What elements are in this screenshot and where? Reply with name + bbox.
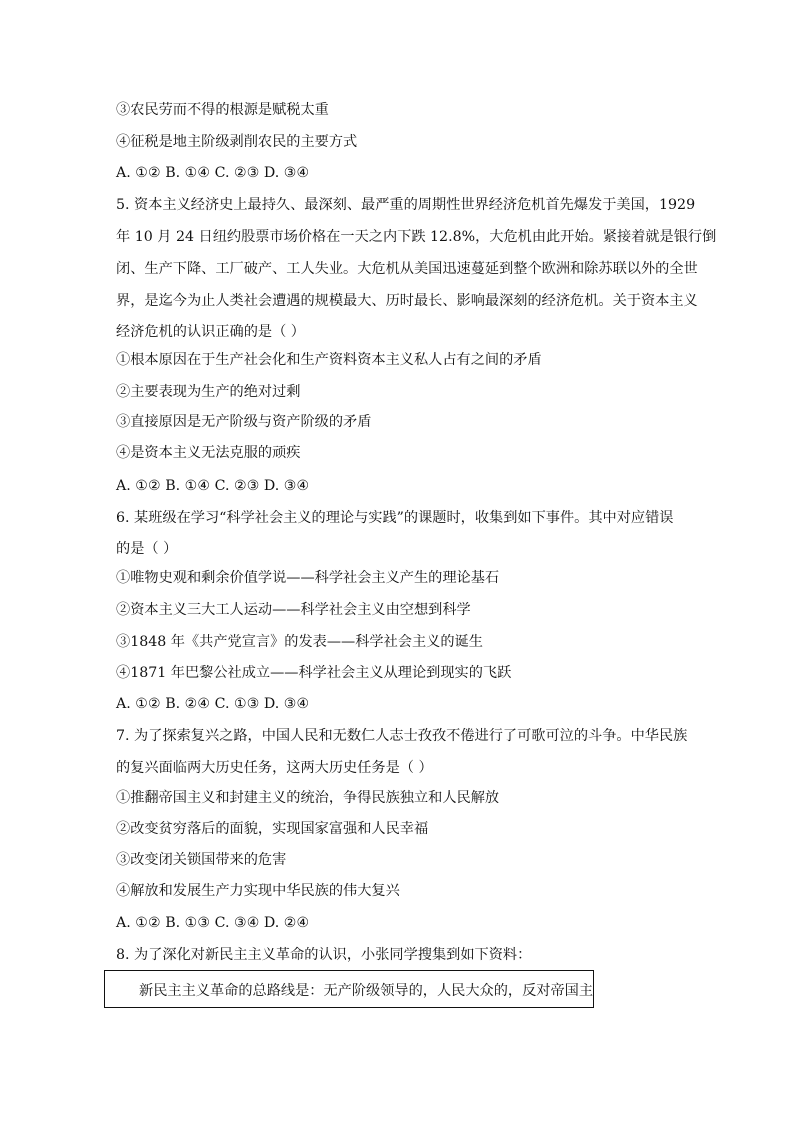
q7-stem-line-2: 的复兴面临两大历史任务，这两大历史任务是（ ） — [116, 760, 433, 776]
q7-stem-line-1: 7. 为了探索复兴之路，中国人民和无数仁人志士孜孜不倦进行了可歌可泣的斗争。中华民族 — [116, 728, 688, 744]
q7-item-2: ②改变贫穷落后的面貌，实现国家富强和人民幸福 — [116, 821, 429, 837]
q8-material-text: 新民主主义革命的总路线是：无产阶级领导的，人民大众的，反对帝国主 — [139, 983, 594, 999]
q6-stem-line-1: 6. 某班级在学习“科学社会主义的理论与实践”的课题时，收集到如下事件。其中对应错误 — [116, 510, 674, 526]
q5-stem-line-4: 界，是迄今为止人类社会遭遇的规模最大、历时最长、影响最深刻的经济危机。关于资本主义 — [116, 293, 698, 309]
q6-item-1: ①唯物史观和剩余价值学说——科学社会主义产生的理论基石 — [116, 570, 500, 586]
q5-stem-line-1: 5. 资本主义经济史上最持久、最深刻、最严重的周期性世界经济危机首先爆发于美国，1929 — [116, 197, 696, 213]
q5-item-2: ②主要表现为生产的绝对过剩 — [116, 384, 301, 400]
q5-options: A. ①② B. ①④ C. ②③ D. ③④ — [116, 478, 310, 494]
q6-item-3: ③1848 年《共产党宣言》的发表——科学社会主义的诞生 — [116, 634, 483, 650]
q6-item-4: ④1871 年巴黎公社成立——科学社会主义从理论到现实的飞跃 — [116, 665, 512, 681]
q6-item-2: ②资本主义三大工人运动——科学社会主义由空想到科学 — [116, 602, 471, 618]
q6-options: A. ①② B. ②④ C. ①③ D. ③④ — [116, 696, 310, 712]
q5-stem-line-5: 经济危机的认识正确的是（ ） — [116, 324, 305, 340]
q8-stem: 8. 为了深化对新民主主义革命的认识，小张同学搜集到如下资料： — [116, 947, 532, 963]
q5-item-4: ④是资本主义无法克服的顽疾 — [116, 445, 301, 461]
q7-options: A. ①② B. ①③ C. ③④ D. ②④ — [116, 915, 310, 931]
q5-item-3: ③直接原因是无产阶级与资产阶级的矛盾 — [116, 414, 372, 430]
q5-stem-line-2: 年 10 月 24 日纽约股票市场价格在一天之内下跌 12.8%，大危机由此开始。紧接着就是银行倒 — [116, 229, 717, 245]
q7-item-1: ①推翻帝国主义和封建主义的统治，争得民族独立和人民解放 — [116, 790, 500, 806]
q4-item-3: ③农民劳而不得的根源是赋税太重 — [116, 102, 329, 118]
q7-item-4: ④解放和发展生产力实现中华民族的伟大复兴 — [116, 883, 400, 899]
q7-item-3: ③改变闭关锁国带来的危害 — [116, 852, 287, 868]
q4-options: A. ①② B. ①④ C. ②③ D. ③④ — [116, 165, 310, 181]
q6-stem-line-2: 的是（ ） — [116, 541, 178, 557]
q8-material-box — [104, 970, 594, 1008]
q5-stem-line-3: 闭、生产下降、工厂破产、工人失业。大危机从美国迅速蔓延到整个欧洲和除苏联以外的全世 — [116, 261, 698, 277]
q4-item-4: ④征税是地主阶级剥削农民的主要方式 — [116, 134, 358, 150]
q5-item-1: ①根本原因在于生产社会化和生产资料资本主义私人占有之间的矛盾 — [116, 352, 542, 368]
